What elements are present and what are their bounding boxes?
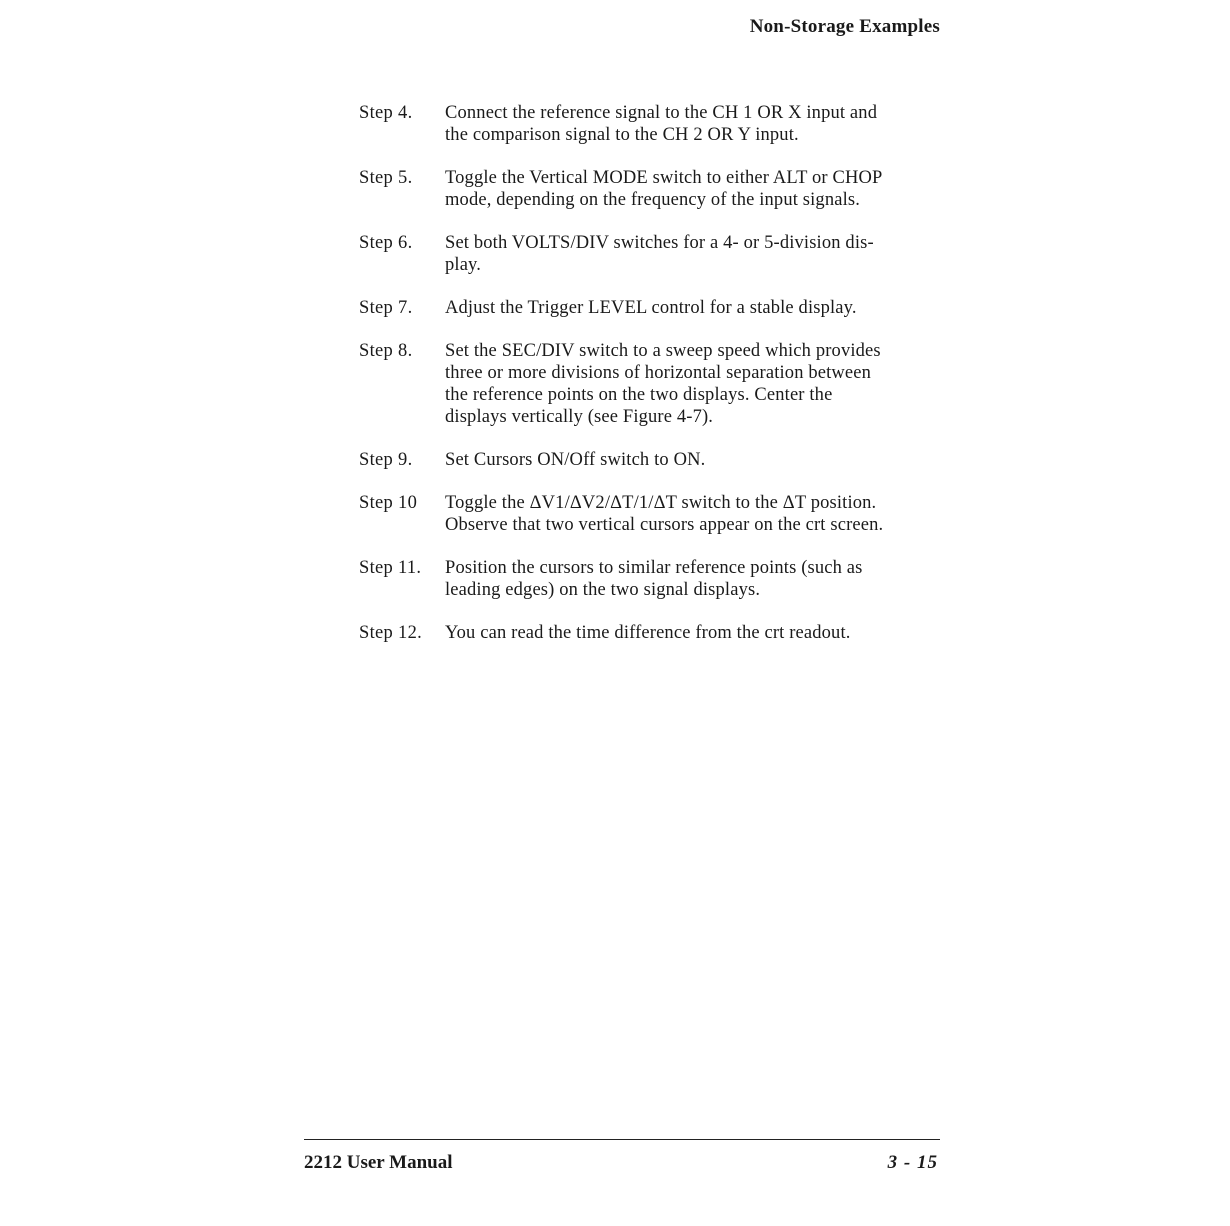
step-label: Step 12. <box>359 623 423 643</box>
step-item <box>359 622 959 644</box>
step-text: Set Cursors ON/Off switch to ON. <box>445 450 706 470</box>
step-text: Adjust the Trigger LEVEL control for a stable display. <box>445 298 857 318</box>
step-item <box>359 557 959 601</box>
step-item <box>359 340 959 428</box>
step-item <box>359 232 959 276</box>
step-text: Position the cursors to similar reference points (such as leading edges) on the two signal displays. <box>445 558 863 600</box>
step-label: Step 5. <box>359 168 413 188</box>
step-text: Set both VOLTS/DIV switches for a 4- or 5-division dis- play. <box>445 233 874 275</box>
step-text: Set the SEC/DIV switch to a sweep speed which provides three or more divisions of horizontal separation between the reference points on the two displays. Center the displays vertically (see Figure 4-7). <box>445 341 881 427</box>
step-item <box>359 167 959 211</box>
step-label: Step 9. <box>359 450 413 470</box>
footer-divider <box>304 1139 940 1140</box>
step-list <box>359 102 959 665</box>
section-header-title: Non-Storage Examples <box>749 16 940 37</box>
step-text: Toggle the Vertical MODE switch to either ALT or CHOP mode, depending on the frequency of the input signals. <box>445 168 883 210</box>
step-label: Step 8. <box>359 341 413 361</box>
step-item <box>359 492 959 536</box>
step-text: Connect the reference signal to the CH 1 OR X input and the comparison signal to the CH 2 OR Y input. <box>445 103 878 145</box>
step-text: You can read the time difference from the crt readout. <box>445 623 851 643</box>
step-label: Step 6. <box>359 233 413 253</box>
step-label: Step 4. <box>359 103 413 123</box>
step-text: Toggle the ΔV1/ΔV2/ΔT/1/ΔT switch to the ΔT position. Observe that two vertical cursors appear on the crt screen. <box>445 493 884 535</box>
footer-page-number: 3 - 15 <box>887 1152 938 1173</box>
step-label: Step 11. <box>359 558 422 578</box>
footer-manual-title: 2212 User Manual <box>304 1152 453 1173</box>
step-label: Step 7. <box>359 298 413 318</box>
step-label: Step 10 <box>359 493 418 513</box>
step-item <box>359 297 959 319</box>
step-item <box>359 102 959 146</box>
step-item <box>359 449 959 471</box>
